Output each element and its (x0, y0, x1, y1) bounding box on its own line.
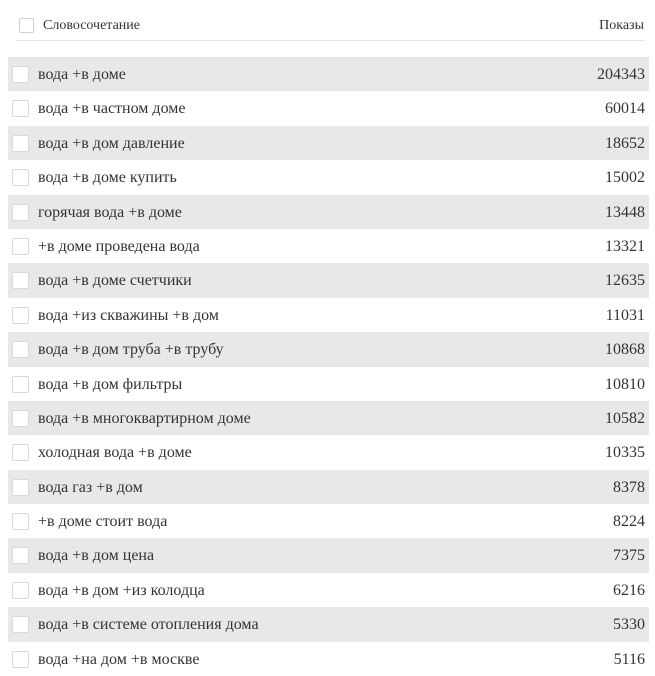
column-header-phrase[interactable]: Словосочетание (43, 18, 140, 33)
row-phrase: горячая вода +в доме (38, 203, 182, 221)
row-checkbox[interactable] (12, 238, 29, 255)
table-row[interactable] (8, 470, 649, 504)
table-row[interactable] (8, 504, 649, 538)
row-checkbox[interactable] (12, 479, 29, 496)
table-row[interactable] (8, 367, 649, 401)
table-row[interactable] (8, 607, 649, 641)
row-count: 15002 (605, 169, 645, 187)
row-count: 13448 (605, 203, 645, 221)
row-checkbox[interactable] (12, 513, 29, 530)
row-phrase: вода +в многоквартирном доме (38, 409, 251, 427)
row-phrase: вода +в системе отопления дома (38, 616, 259, 634)
table-row[interactable] (8, 538, 649, 572)
table-row[interactable] (8, 160, 649, 194)
table-header (16, 12, 644, 41)
row-checkbox[interactable] (12, 376, 29, 393)
row-checkbox[interactable] (12, 410, 29, 427)
table-row[interactable] (8, 195, 649, 229)
row-phrase: вода +в дом труба +в трубу (38, 341, 224, 359)
row-checkbox[interactable] (12, 341, 29, 358)
row-checkbox[interactable] (12, 582, 29, 599)
row-count: 5116 (613, 650, 645, 668)
row-phrase: +в доме стоит вода (38, 513, 168, 531)
keyword-table-body (8, 57, 649, 676)
row-phrase: вода +на дом +в москве (38, 650, 200, 668)
row-checkbox[interactable] (12, 100, 29, 117)
table-row[interactable] (8, 642, 649, 676)
row-count: 13321 (605, 237, 645, 255)
table-row[interactable] (8, 263, 649, 297)
row-checkbox[interactable] (12, 651, 29, 668)
row-checkbox[interactable] (12, 204, 29, 221)
select-all-checkbox[interactable] (19, 18, 34, 33)
row-count: 7375 (613, 547, 645, 565)
row-count: 10810 (605, 375, 645, 393)
table-row[interactable] (8, 573, 649, 607)
row-count: 11031 (605, 306, 645, 324)
row-checkbox[interactable] (12, 616, 29, 633)
row-phrase: +в доме проведена вода (38, 237, 200, 255)
row-count: 60014 (605, 100, 645, 118)
row-phrase: вода +в доме (38, 66, 126, 83)
table-row[interactable] (8, 126, 649, 160)
row-checkbox[interactable] (12, 169, 29, 186)
row-checkbox[interactable] (12, 135, 29, 152)
column-header-shows[interactable]: Показы (599, 18, 644, 33)
row-count: 204343 (597, 66, 645, 83)
row-checkbox[interactable] (12, 307, 29, 324)
row-phrase: вода +в частном доме (38, 100, 186, 118)
row-count: 10868 (605, 341, 645, 359)
table-row[interactable] (8, 332, 649, 366)
row-count: 10582 (605, 409, 645, 427)
row-phrase: вода +в доме счетчики (38, 272, 192, 290)
row-phrase: вода +из скважины +в дом (38, 306, 219, 324)
table-row[interactable] (8, 57, 649, 91)
row-phrase: холодная вода +в доме (38, 444, 192, 462)
row-count: 12635 (605, 272, 645, 290)
row-count: 5330 (613, 616, 645, 634)
row-checkbox[interactable] (12, 272, 29, 289)
row-count: 18652 (605, 134, 645, 152)
row-phrase: вода +в доме купить (38, 169, 177, 187)
table-row[interactable] (8, 435, 649, 469)
table-row[interactable] (8, 298, 649, 332)
row-count: 8224 (613, 513, 645, 531)
table-row[interactable] (8, 401, 649, 435)
row-count: 10335 (605, 444, 645, 462)
table-row[interactable] (8, 91, 649, 125)
row-count: 6216 (613, 581, 645, 599)
row-checkbox[interactable] (12, 66, 29, 83)
row-phrase: вода +в дом +из колодца (38, 581, 205, 599)
row-count: 8378 (613, 478, 645, 496)
row-checkbox[interactable] (12, 547, 29, 564)
row-phrase: вода +в дом цена (38, 547, 155, 565)
table-row[interactable] (8, 229, 649, 263)
row-phrase: вода газ +в дом (38, 478, 143, 496)
row-checkbox[interactable] (12, 444, 29, 461)
row-phrase: вода +в дом фильтры (38, 375, 183, 393)
row-phrase: вода +в дом давление (38, 134, 185, 152)
